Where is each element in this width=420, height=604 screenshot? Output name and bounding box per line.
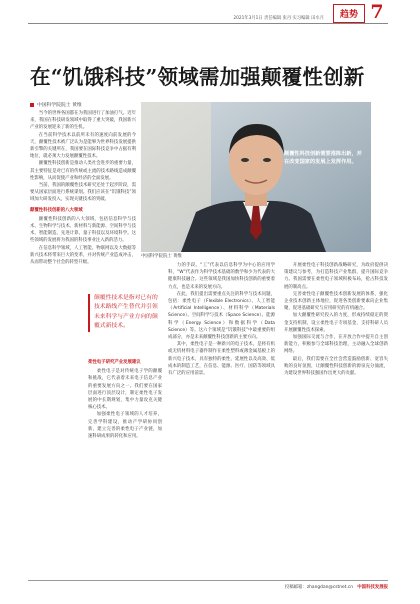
column-3 — [284, 262, 388, 576]
col3-paragraph: 完善柔性电子颠覆性技术创新发展的体系，强化企业技术创新主体地位，促进各类创新要素向企业集聚，促进基础研究与应用研究的有机融合。 — [284, 291, 388, 312]
page-number: 7 — [370, 1, 384, 23]
author-photo — [141, 102, 371, 252]
col1-subheading: 颠覆性科技创新的八大领域 — [30, 207, 83, 213]
col3-paragraph: 最后，我们需要在全社会营造鼓励创新、宽容失败的良好氛围，让颠覆性科技创新的源泉充分涌流，为建设世界科技强国作出更大的贡献。 — [284, 356, 388, 377]
col2-paragraph: 在此，我们提出需要重点关注的科学与技术问题，包括：柔性电子（Flexible Electronics）、人工智能（Artificial Intelligence）、材料科学（Materials Science）、空间科学与技术（Space Science）、能源科学（Energy Science）和数据科学（Data Science）等。这六个领域是“饥饿科技”中最重要的组成部分，亦是未来颠覆性科技创新的主要方向。 — [168, 291, 275, 341]
col2-paragraph: 力的手段。“工”代表以信息科学为中心的应用学科，“W”代表作为科学技术基础的数学和少为代表的大健康科技融合。这些领域是我国加快科技创新的重要着力点，也是未来的发展方向。 — [168, 263, 275, 290]
col3-paragraph: 开展柔性电子科技创新战略研究，为政府提供决策建议与参考，为打造科技产业集群，提升国际竞争力。我国需要在柔性电子领域积极布局，抢占科技发展的制高点。 — [284, 263, 388, 290]
column-2b — [88, 356, 162, 576]
col3-paragraph: 加大颠覆性研究投入的力度，形成持续稳定的资金支持机制，设立柔性电子专项基金，支持科研人员开展颠覆性技术探索。 — [284, 313, 388, 333]
pull-quote: 颠覆性技术是指对已有的技术路线产生替代并引领未来科学与产业方向的颠覆式新技术。 — [88, 294, 163, 332]
col2-subheading: 柔性电子研究产业发展建议 — [88, 360, 141, 365]
col2-paragraph: 其中，柔性电子是一种新兴的电子技术，是将有机或无机材料电子器件制作在柔性塑料或薄金属基板上的新兴电子技术，具有独特的柔性、延展性以及高效、低成本的制造工艺，在信息、能源、医疗、国防等领域具有广泛的应用前景。 — [168, 342, 275, 377]
byline-marker-icon — [30, 103, 34, 107]
col1-paragraph: 当今的世界各国都在为我国进行了加油打气。近年来，我国在科技研发领域中取得了重大突破，我国新兴产业的发展迎来了新的生机。 — [30, 111, 136, 131]
footer — [285, 584, 388, 590]
col3-paragraph: 加强国际交流与合作，在开放合作中提升自主创新能力，积极参与全球科技治理，主动融入全球创新网络。 — [284, 335, 388, 355]
section-tag: 趋势 — [333, 4, 365, 23]
col1-paragraph: 在信息科学领域，人工智能、物联网以及大数据等新兴技术将带来巨大的变革，并对传统产业造成冲击，从而带动整个社会的转型升级。 — [30, 245, 136, 266]
footer-brand: 中国科技发展报 — [357, 585, 388, 590]
col2-paragraph: 加强柔性电子领域的人才培养，完善学科建设，推动产学研协同创新，建立完善的柔性电子产业链，加速科研成果的转化和应用。 — [88, 412, 162, 440]
column-2 — [168, 262, 275, 576]
col1-paragraph: 颠覆性科技创新的八大领域，包括信息科学与技术、生物科学与技术、新材料与新能源、空间科学与技术、智能制造、先进计算、量子科技以及环境科学。这些领域的发展将为我国的科技事业注入新的活力。 — [30, 216, 136, 244]
photo-quote: 颠覆性科技创新需要推陈出新，并在改变国家的发展上发挥作用。 — [284, 151, 362, 165]
header-dateline: 2021年3月1日 责任编辑 张丹 实习编辑 田水月 — [233, 16, 324, 21]
col1-paragraph: 在当前科学技术以前所未有的速度向前发展的今天，颠覆性技术被广泛认为是能够为世界科技发展提供新引擎的关键所在，我国要在国际科技竞争中占据有利地位，就必须大力发展颠覆性技术。 — [30, 132, 136, 160]
footer-site: 投稿邮箱：zhangdan@cstnet.cn — [284, 585, 354, 590]
footer-rule — [28, 580, 388, 581]
portrait-image — [141, 102, 371, 252]
header-rule — [28, 23, 388, 24]
byline — [30, 101, 150, 108]
photo-caption: 中国科学院院士 黄维 — [141, 254, 182, 259]
col1-paragraph: 颠覆性科技创新是推动人类社会进步的重要力量，其主要特征是对已有的传统或主流的技术路线造成颠覆性影响，从而促使产业和经济的全面发展。 — [30, 161, 136, 181]
headline: 在“饥饿科技”领域需加强颠覆性创新 — [30, 65, 365, 89]
col2-paragraph: 柔性电子是对传统电子学的颠覆和挑战，它代表着未来电子信息产业的重要发展方向之一。我们要在国家层面进行顶层设计，制定柔性电子发展的中长期规划，集中力量攻克关键核心技术。 — [88, 369, 162, 411]
col1-paragraph: 当前，我国的颠覆性技术研究还处于起步阶段，需要从国家层面进行系统谋划。我们应该在“饥饿科技”领域加大研发投入，实现关键技术的突破。 — [30, 183, 136, 203]
byline-text: 中国科学院院士 黄维 — [37, 103, 82, 108]
